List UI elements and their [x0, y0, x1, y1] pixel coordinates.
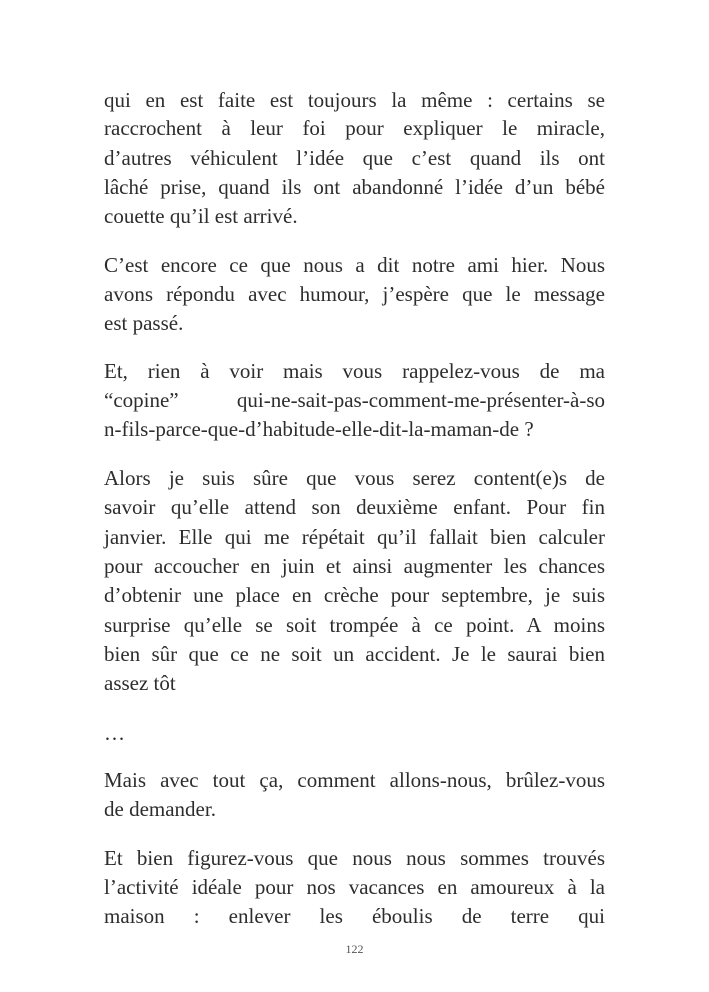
text-line: de demander.	[104, 797, 216, 821]
text-line: Mais avec tout ça, comment allons-nous, brûlez-vous	[104, 768, 605, 792]
text-line: pour accoucher en juin et ainsi augmenter les chances	[104, 554, 605, 578]
page-number: 122	[345, 942, 364, 956]
text-line: maison : enlever les éboulis de terre qui	[104, 904, 605, 928]
text-line: d’autres véhiculent l’idée que c’est quand ils ont	[104, 146, 605, 170]
text-line: C’est encore ce que nous a dit notre ami hier. Nous	[104, 253, 605, 277]
text-line: Et bien figurez-vous que nous nous sommes trouvés	[104, 846, 605, 870]
text-line: est passé.	[104, 311, 184, 335]
text-line: n-fils-parce-que-d’habitude-elle-dit-la-maman-de ?	[104, 417, 534, 441]
text-line: l’activité idéale pour nos vacances en amoureux à la	[104, 875, 605, 899]
text-line: janvier. Elle qui me répétait qu’il fallait bien calculer	[104, 525, 605, 549]
text-line: Alors je suis sûre que vous serez content(e)s de	[104, 466, 605, 490]
text-line: savoir qu’elle attend son deuxième enfant. Pour fin	[104, 495, 605, 519]
text-line: Et, rien à voir mais vous rappelez-vous de ma	[104, 359, 605, 383]
text-line: “copine” qui-ne-sait-pas-comment-me-présenter-à-so	[104, 388, 605, 412]
text-line: d’obtenir une place en crèche pour septembre, je suis	[104, 583, 605, 607]
text-line: qui en est faite est toujours la même : certains se	[104, 88, 605, 112]
text-line: lâché prise, quand ils ont abandonné l’idée d’un bébé	[104, 175, 605, 199]
text-line: avons répondu avec humour, j’espère que le message	[104, 282, 605, 306]
text-line: bien sûr que ce ne soit un accident. Je le saurai bien	[104, 642, 605, 666]
text-line: assez tôt	[104, 671, 176, 695]
text-line: surprise qu’elle se soit trompée à ce point. A moins	[104, 613, 605, 637]
text-line: raccrochent à leur foi pour expliquer le miracle,	[104, 116, 605, 140]
text-line: couette qu’il est arrivé.	[104, 204, 298, 228]
ellipsis-line: …	[104, 721, 125, 745]
